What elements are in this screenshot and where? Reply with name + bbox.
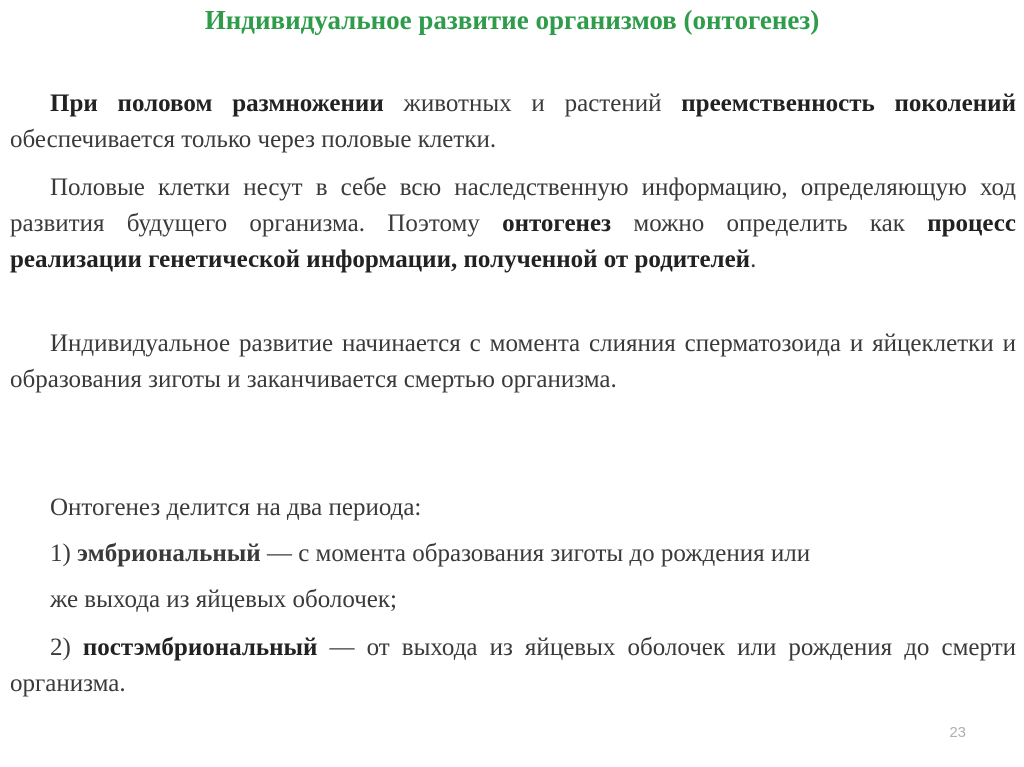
bold-term: эмбриональный — [77, 540, 261, 567]
bold-term: При половом размножении — [50, 90, 384, 117]
paragraph-1-text — [10, 86, 1016, 158]
slide-title: Индивидуальное развитие организмов (онтогенез) — [204, 5, 820, 35]
paragraph-ontogenesis-definition — [10, 170, 1016, 278]
plain-text: — с момента образования зиготы до рождения или — [260, 540, 811, 567]
bold-term: постэмбриональный — [82, 634, 318, 661]
plain-text: — от выхода из яйцевых оболочек или рождения до смерти организма. — [10, 634, 1016, 697]
periods-intro: Онтогенез делится на два периода: — [50, 494, 422, 521]
plain-text: обеспечивается только через половые клетки. — [10, 126, 497, 153]
plain-text: животных и растений — [383, 90, 682, 117]
paragraph-2-text — [10, 170, 1016, 278]
period-1-line-2: же выхода из яйцевых оболочек; — [50, 586, 397, 613]
bold-term: онтогенез — [502, 210, 612, 237]
paragraph-3-text: Индивидуальное развитие начинается с момента слияния сперматозоида и яйцеклетки и образования зиготы и заканчивается смертью организма. — [10, 330, 1016, 393]
paragraph-development-start — [10, 326, 1016, 398]
page-number: 23 — [949, 724, 966, 741]
list-number: 2) — [50, 634, 83, 661]
bold-term: преемственность поколений — [681, 90, 1016, 117]
plain-text: . — [750, 246, 757, 273]
bold-term: процесс реализации генетической информации, полученной от родителей — [10, 210, 1016, 273]
period-2-text — [10, 630, 1016, 702]
plain-text: Половые клетки несут в себе всю наследственную информацию, определяющую ход развития будущего организма. Поэтому — [10, 174, 1016, 237]
paragraph-sexual-reproduction — [10, 86, 1016, 158]
period-postembryonic — [10, 630, 1016, 702]
list-number: 1) — [50, 540, 78, 567]
plain-text: можно определить как — [611, 210, 928, 237]
period-1-line-1 — [10, 536, 1016, 572]
period-embryonic — [10, 536, 1016, 618]
